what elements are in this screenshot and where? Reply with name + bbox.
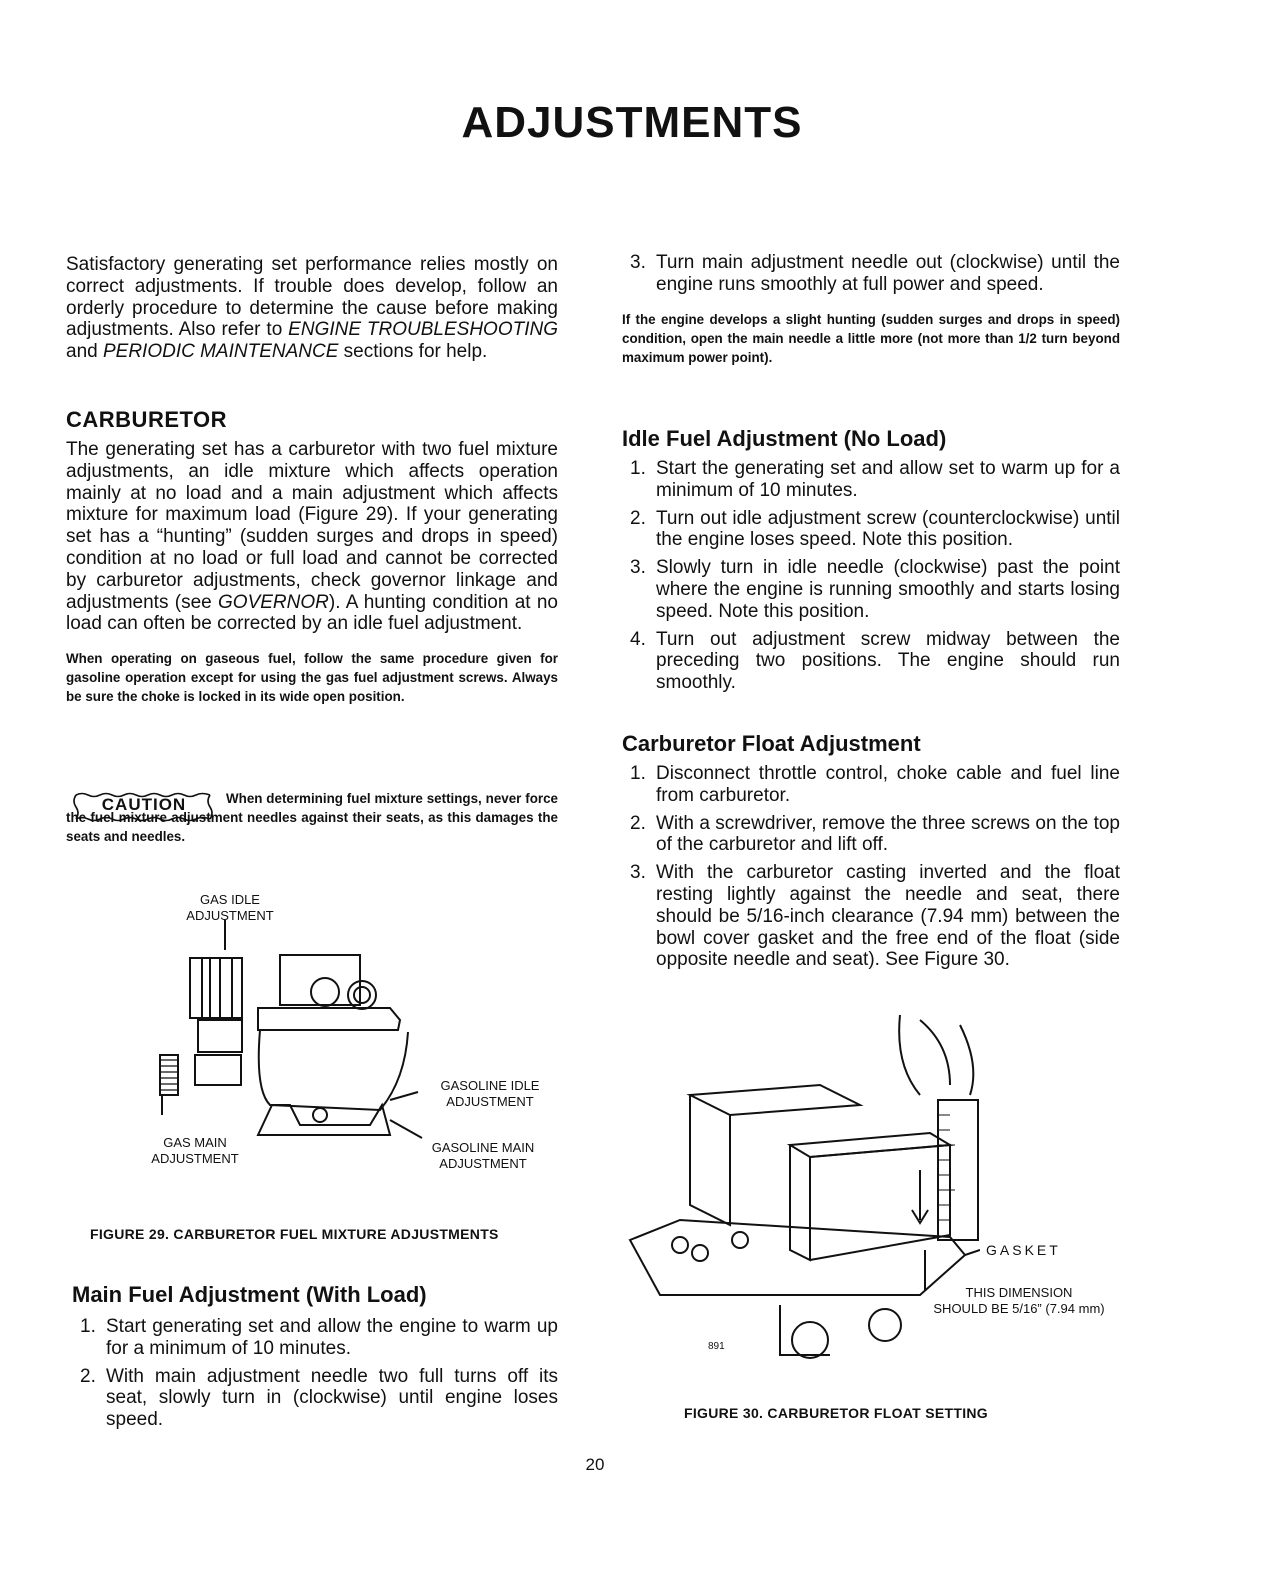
dimension-line-1: THIS DIMENSION [965,1285,1073,1300]
float-section [622,731,1120,977]
main-fuel-steps-right [622,252,1120,296]
label-gasoline-idle: GASOLINE IDLE ADJUSTMENT [440,1078,540,1109]
float-setting-drawing [620,1005,980,1375]
intro-paragraph: Satisfactory generating set performance relies mostly on correct adjustments. If trouble does develop, follow an orderly procedure to determine the cause before making adjustments. Also refer to ENGINE TROUBLESHOOTING and PERIODIC MAINTENANCE sections for help. [66,254,558,363]
label-gas-idle: GAS IDLE ADJUSTMENT [186,892,274,923]
page-title: ADJUSTMENTS [461,98,803,147]
figure-30 [620,1005,1140,1385]
main-fuel-continued [622,252,1120,367]
main-fuel-heading: Main Fuel Adjustment (With Load) [72,1282,427,1307]
list-item: 1. Disconnect throttle control, choke cable and fuel line from carburetor. [630,763,1120,806]
figure-code: 891 [708,1341,725,1352]
dimension-line-2: SHOULD BE 5/16” (7.94 mm) [933,1301,1105,1316]
label-gasoline-main: GASOLINE MAIN ADJUSTMENT [431,1140,535,1171]
figure-29 [120,890,580,1190]
idle-fuel-heading: Idle Fuel Adjustment (No Load) [622,426,947,451]
dimension-label [914,1285,1124,1317]
float-steps [622,763,1120,971]
list-item: 2. Turn out idle adjustment screw (counterclockwise) until the engine loses speed. Note this position. [630,507,1120,551]
figure-30-caption: FIGURE 30. CARBURETOR FLOAT SETTING [684,1405,988,1421]
hunting-note: If the engine develops a slight hunting (sudden surges and drops in speed) condition, open the main needle a little more (not more than 1/2 turn beyond maximum power point). [622,311,1120,365]
page-number: 20 [585,1455,605,1474]
intro-section [66,254,558,363]
list-item: 1. Start the generating set and allow set to warm up for a minimum of 10 minutes. [630,458,1120,501]
gaseous-fuel-note: When operating on gaseous fuel, follow the same procedure given for gasoline operation except for using the gas fuel adjustment screws. Always be sure the choke is locked in its wide open position. [66,651,558,705]
carburetor-drawing [150,920,470,1150]
list-item: 2. With a screwdriver, remove the three screws on the top of the carburetor and lift off. [630,812,1120,856]
list-item: 2. With main adjustment needle two full turns off its seat, slowly turn in (clockwise) until engine loses speed. [80,1365,558,1431]
main-fuel-section [72,1282,564,1437]
carburetor-paragraph: The generating set has a carburetor with two fuel mixture adjustments, an idle mixture which affects operation mainly at no load and a main adjustment which affects mixture for maximum load (Figure 29). If your generating set has a “hunting” (sudden surges and drops in speed) condition at no load or full load and cannot be corrected by carburetor adjustments, check governor linkage and adjustments (see GOVERNOR). A hunting condition at no load can often be corrected by an idle fuel adjustment. [66,439,558,635]
idle-fuel-steps [622,458,1120,694]
list-item: 4. Turn out adjustment screw midway between the preceding two positions. The engine should run smoothly. [630,628,1120,694]
list-item: 3. With the carburetor casting inverted and the float resting lightly against the needle and seat, there should be 5/16-inch clearance (7.94 mm) between the bowl cover gasket and the free end of the float (side opposite needle and seat). See Figure 30. [630,862,1120,971]
float-heading: Carburetor Float Adjustment [622,731,921,756]
idle-fuel-section [622,426,1120,700]
list-item: 3. Turn main adjustment needle out (clockwise) until the engine runs smoothly at full power and speed. [630,252,1120,295]
figure-29-caption: FIGURE 29. CARBURETOR FUEL MIXTURE ADJUSTMENTS [90,1226,499,1242]
caution-label: CAUTION [101,795,187,814]
list-item: 1. Start generating set and allow the engine to warm up for a minimum of 10 minutes. [80,1316,558,1359]
main-fuel-steps-left [72,1316,558,1431]
carburetor-section [66,407,558,706]
caution-text: When determining fuel mixture settings, never force the fuel mixture adjustment needles against their seats, as this damages the seats and needles. [66,791,558,844]
gasket-label: GASKET [986,1242,1061,1258]
label-gas-main: GAS MAIN ADJUSTMENT [151,1135,239,1166]
carburetor-heading: CARBURETOR [66,407,228,432]
list-item: 3. Slowly turn in idle needle (clockwise) past the point where the engine is running smoothly and starts losing speed. Note this position. [630,557,1120,622]
